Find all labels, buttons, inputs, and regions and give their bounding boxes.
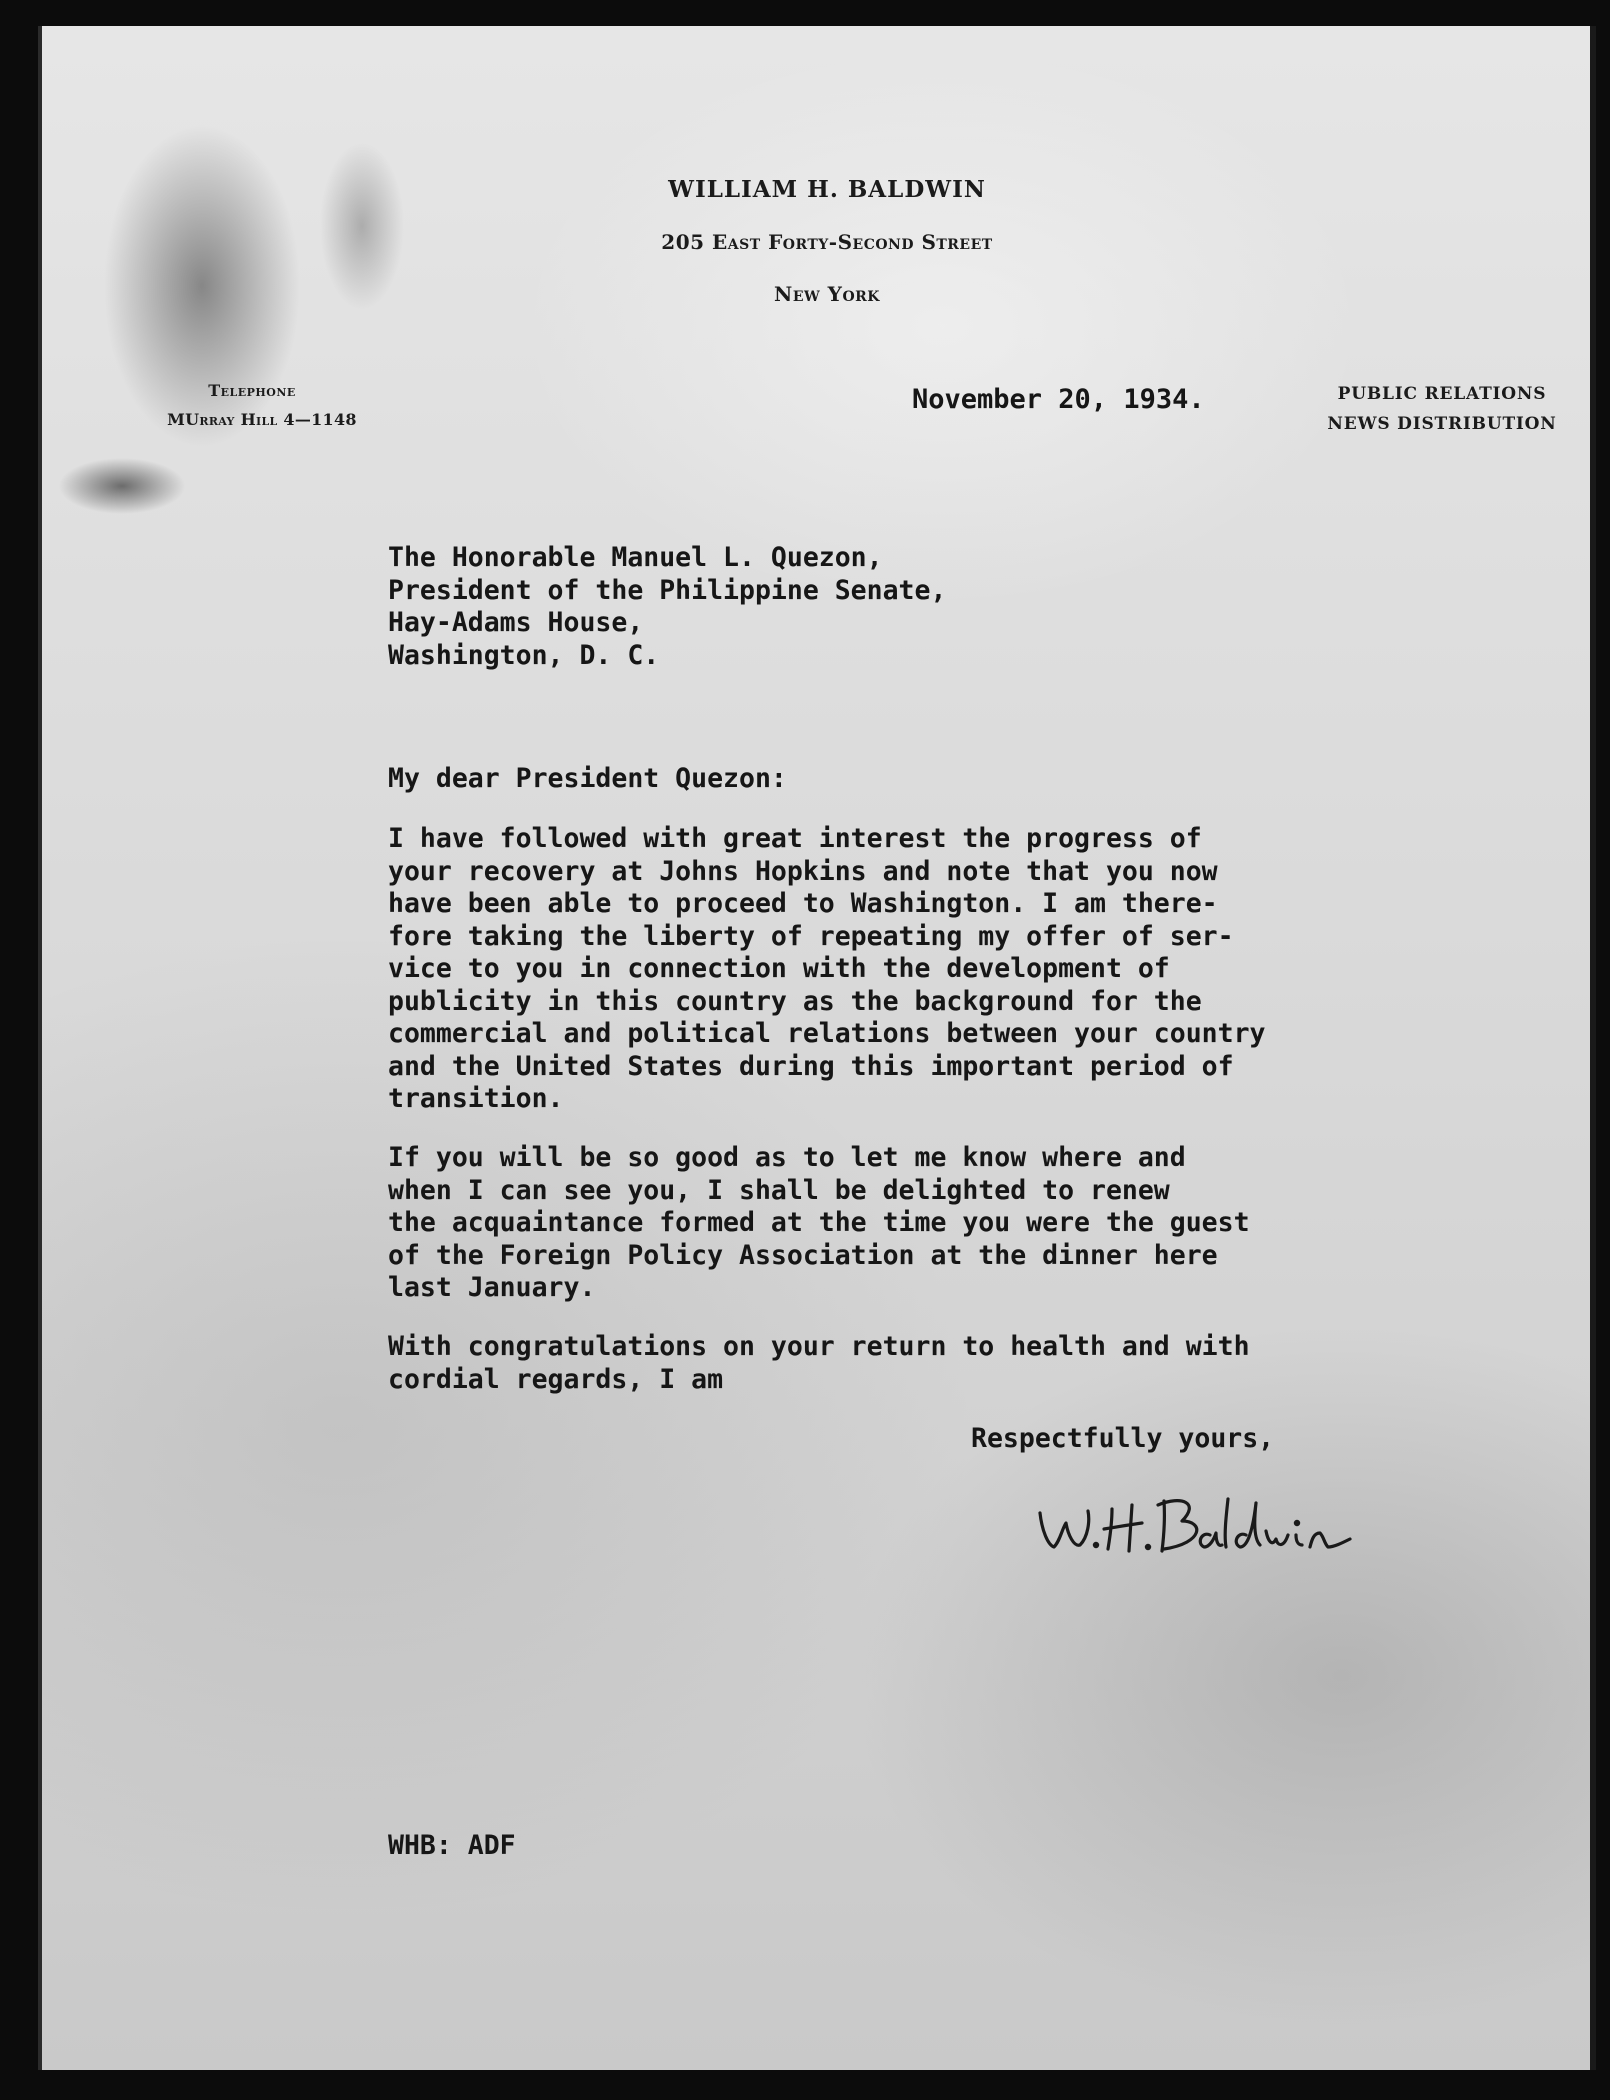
- body-line: and the United States during this important period of: [388, 1050, 1234, 1082]
- body-line: your recovery at Johns Hopkins and note that you now: [388, 855, 1218, 887]
- body-line: transition.: [388, 1083, 564, 1114]
- recipient-address: [388, 542, 946, 672]
- body-line: have been able to proceed to Washington. I am there-: [388, 888, 1218, 919]
- letterhead-departments: [1312, 379, 1572, 439]
- body-line: the acquaintance formed at the time you were the guest: [388, 1207, 1250, 1238]
- letterhead-name: WILLIAM H. BALDWIN: [668, 176, 986, 203]
- letterhead-street: 205 East Forty-Second Street: [661, 230, 993, 254]
- body-line: commercial and political relations between your country: [388, 1018, 1266, 1049]
- recipient-line: Washington, D. C.: [388, 639, 660, 671]
- body-line: fore taking the liberty of repeating my offer of ser-: [388, 920, 1234, 952]
- body-paragraph-2: [388, 1142, 1250, 1305]
- department-public-relations: PUBLIC RELATIONS: [1337, 384, 1547, 404]
- body-line: I have followed with great interest the progress of: [388, 823, 1202, 854]
- body-paragraph-1: [388, 823, 1266, 1116]
- letter-page: [38, 26, 1596, 2070]
- closing: Respectfully yours,: [971, 1423, 1275, 1454]
- body-line: last January.: [388, 1272, 596, 1303]
- body-line: vice to you in connection with the development of: [388, 953, 1170, 984]
- body-line: cordial regards, I am: [388, 1363, 724, 1395]
- recipient-line: The Honorable Manuel L. Quezon,: [388, 542, 883, 573]
- body-line: publicity in this country as the background for the: [388, 985, 1202, 1017]
- typist-initials: WHB: ADF: [388, 1830, 516, 1861]
- salutation: My dear President Quezon:: [388, 763, 787, 794]
- letter-date: November 20, 1934.: [912, 384, 1205, 415]
- body-line: With congratulations on your return to health and with: [388, 1331, 1250, 1362]
- department-news-distribution: NEWS DISTRIBUTION: [1327, 414, 1557, 434]
- letterhead-city: New York: [774, 282, 880, 306]
- body-line: If you will be so good as to let me know where and: [388, 1142, 1186, 1173]
- recipient-line: Hay-Adams House,: [388, 607, 644, 638]
- telephone-label: Telephone: [208, 381, 296, 400]
- body-paragraph-3: [388, 1331, 1250, 1396]
- body-line: when I can see you, I shall be delighted to renew: [388, 1174, 1170, 1206]
- handwritten-signature: [1032, 1481, 1392, 1571]
- recipient-line: President of the Philippine Senate,: [388, 574, 947, 606]
- telephone-number: MUrray Hill 4—1148: [167, 410, 357, 429]
- body-line: of the Foreign Policy Association at the dinner here: [388, 1239, 1218, 1271]
